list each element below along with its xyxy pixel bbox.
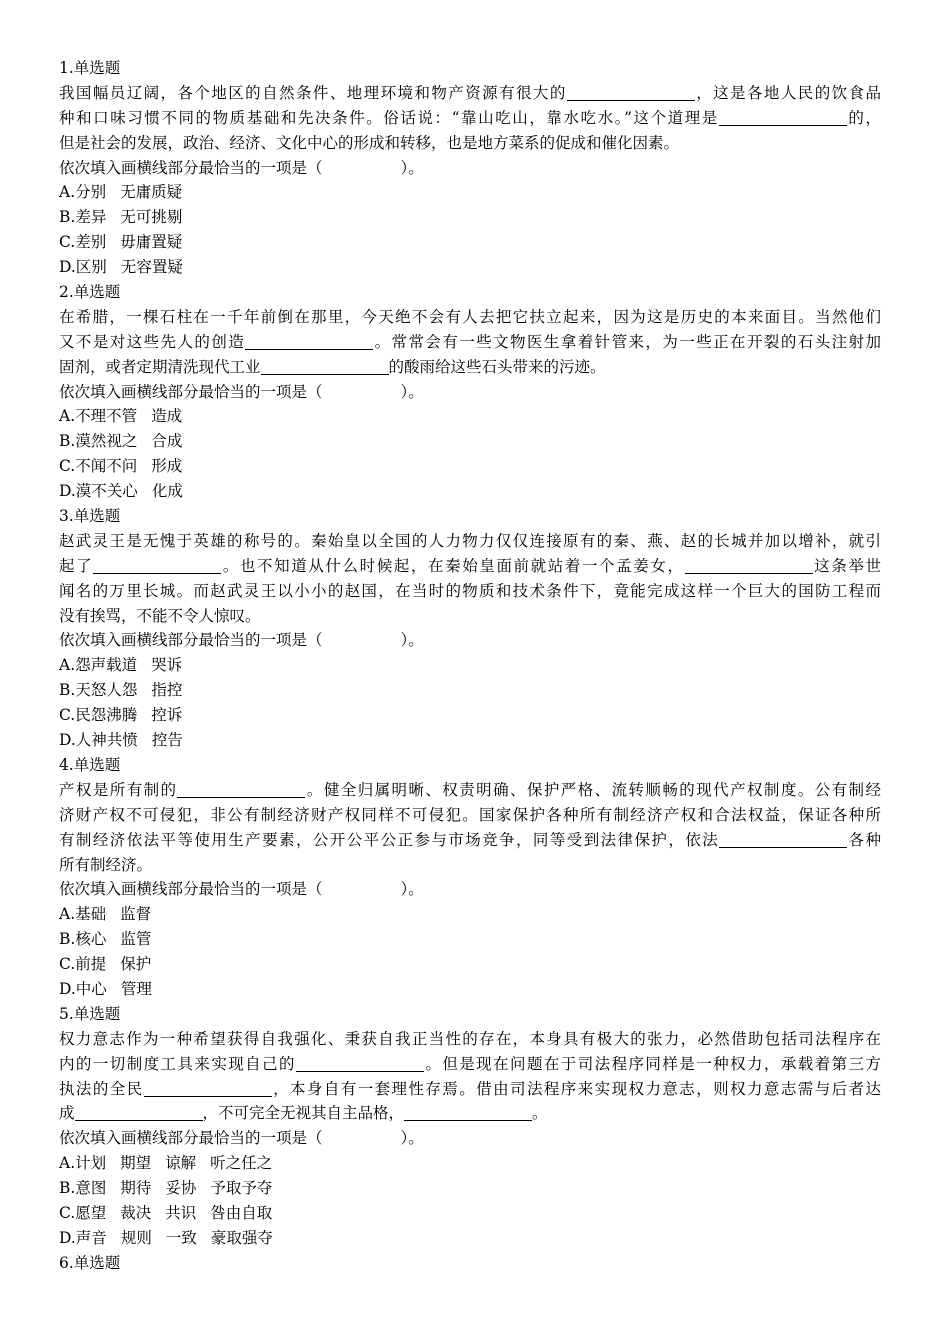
text-segment: 各种 xyxy=(847,830,881,849)
text-segment: 成 xyxy=(59,1104,75,1123)
question-header: 3.单选题 xyxy=(59,507,121,526)
option-word: 控诉 xyxy=(151,706,183,725)
question-text-line xyxy=(59,853,881,878)
text-segment: 。但是现在问题在于司法程序同样是一种权力，承载着第三方 xyxy=(423,1054,881,1073)
question-header: 6.单选题 xyxy=(59,1253,121,1272)
answer-option[interactable] xyxy=(59,902,881,927)
option-word: 谅解 xyxy=(165,1154,197,1173)
question-header: 5.单选题 xyxy=(59,1004,121,1023)
question-text-line xyxy=(59,305,881,330)
answer-blank xyxy=(261,357,389,375)
question-text-line xyxy=(59,355,881,380)
option-label: B.差异 xyxy=(59,208,107,227)
option-word: 保护 xyxy=(120,955,152,974)
option-word: 化成 xyxy=(151,482,183,501)
option-label: B.核心 xyxy=(59,930,107,949)
answer-option[interactable] xyxy=(59,1176,881,1201)
option-label: B.天怒人怨 xyxy=(59,681,138,700)
answer-blank xyxy=(75,1103,203,1121)
text-segment: 我国幅员辽阔，各个地区的自然条件、地理环境和物产资源有很大的 xyxy=(59,83,567,102)
option-word: 期望 xyxy=(120,1154,152,1173)
option-label: C.民怨沸腾 xyxy=(59,706,138,725)
question-prompt xyxy=(59,877,881,902)
question-block xyxy=(59,56,881,280)
prompt-text: 依次填入画横线部分最恰当的一项是（ xyxy=(59,1129,323,1148)
question-text-line xyxy=(59,131,881,156)
option-word: 规则 xyxy=(120,1228,152,1247)
text-segment: 所有制经济。 xyxy=(59,855,153,874)
option-word: 监督 xyxy=(120,905,152,924)
option-label: A.怨声载道 xyxy=(59,656,138,675)
text-segment: 但是社会的发展，政治、经济、文化中心的形成和转移，也是地方菜系的促成和催化因素。 xyxy=(59,133,680,152)
answer-blank xyxy=(144,1079,272,1097)
text-segment: 执法的全民 xyxy=(59,1079,144,1098)
question-text-line xyxy=(59,803,881,828)
question-text-line xyxy=(59,106,881,131)
answer-option[interactable] xyxy=(59,1201,881,1226)
option-label: C.前提 xyxy=(59,955,107,974)
question-prompt xyxy=(59,380,881,405)
option-word: 听之任之 xyxy=(210,1154,273,1173)
option-word: 一致 xyxy=(165,1228,197,1247)
text-segment: 。健全归属明晰、权责明确、保护严格、流转顺畅的现代产权制度。公有制经 xyxy=(305,780,881,799)
question-block xyxy=(59,753,881,1002)
question-text-line xyxy=(59,604,881,629)
option-word: 咎由自取 xyxy=(210,1203,273,1222)
text-segment: ，本身自有一套理性存焉。借由司法程序来实现权力意志，则权力意志需与后者达 xyxy=(271,1079,881,1098)
answer-option[interactable] xyxy=(59,952,881,977)
text-segment: 。常常会有一些文物医生拿着针管来，为一些正在开裂的石头注射加 xyxy=(373,332,881,351)
answer-option[interactable] xyxy=(59,429,881,454)
text-segment: 固剂，或者定期清洗现代工业 xyxy=(59,357,261,376)
answer-blank xyxy=(296,1054,424,1072)
question-prompt xyxy=(59,1126,881,1151)
answer-option[interactable] xyxy=(59,230,881,255)
exam-page xyxy=(59,56,881,1276)
option-label: D.漠不关心 xyxy=(59,482,138,501)
text-segment: 没有挨骂，不能不令人惊叹。 xyxy=(59,606,261,625)
answer-blank xyxy=(567,83,695,101)
question-header: 2.单选题 xyxy=(59,283,121,302)
option-word: 管理 xyxy=(120,979,152,998)
answer-option[interactable] xyxy=(59,977,881,1002)
text-segment: 。 xyxy=(532,1104,548,1123)
question-text-line xyxy=(59,554,881,579)
question-text-line xyxy=(59,1052,881,1077)
option-word: 裁决 xyxy=(120,1203,152,1222)
option-word: 监管 xyxy=(120,930,152,949)
answer-blank xyxy=(685,556,813,574)
prompt-text: 依次填入画横线部分最恰当的一项是（ xyxy=(59,880,323,899)
option-word: 予取予夺 xyxy=(210,1179,273,1198)
answer-blank xyxy=(404,1103,532,1121)
text-segment: 权力意志作为一种希望获得自我强化、秉获自我正当性的存在，本身具有极大的张力，必然借助包括司法程序在 xyxy=(59,1029,881,1048)
option-label: D.区别 xyxy=(59,258,107,277)
option-label: A.基础 xyxy=(59,905,107,924)
answer-blank xyxy=(177,780,305,798)
answer-option[interactable] xyxy=(59,205,881,230)
text-segment: 产权是所有制的 xyxy=(59,780,178,799)
text-segment: 种和口味习惯不同的物质基础和先决条件。俗话说：“靠山吃山，靠水吃水。”这个道理是 xyxy=(59,108,719,127)
prompt-text: 依次填入画横线部分最恰当的一项是（ xyxy=(59,631,323,650)
option-label: A.计划 xyxy=(59,1154,107,1173)
text-segment: 在希腊，一棵石柱在一千年前倒在那里，今天绝不会有人去把它扶立起来，因为这是历史的本来面目。当然他们 xyxy=(59,307,881,326)
option-word: 共识 xyxy=(165,1203,197,1222)
text-segment: 的， xyxy=(846,108,881,127)
text-segment: 闻名的万里长城。而赵武灵王以小小的赵国，在当时的物质和技术条件下，竟能完成这样一个巨大的国防工程而 xyxy=(59,581,881,600)
option-label: D.中心 xyxy=(59,979,107,998)
answer-option[interactable] xyxy=(59,404,881,429)
question-text-line xyxy=(59,1101,881,1126)
text-segment: 内的一切制度工具来实现自己的 xyxy=(59,1054,296,1073)
option-word: 造成 xyxy=(151,407,183,426)
text-segment: 赵武灵王是无愧于英雄的称号的。秦始皇以全国的人力物力仅仅连接原有的秦、燕、赵的长城并加以增补，就引 xyxy=(59,531,881,550)
answer-option[interactable] xyxy=(59,1226,881,1251)
option-label: A.分别 xyxy=(59,183,107,202)
option-word: 无可挑剔 xyxy=(120,208,183,227)
question-header: 4.单选题 xyxy=(59,755,121,774)
question-text-line xyxy=(59,1027,881,1052)
question-text-line xyxy=(59,81,881,106)
option-word: 无容置疑 xyxy=(120,258,183,277)
option-word: 期待 xyxy=(120,1179,152,1198)
prompt-text: 依次填入画横线部分最恰当的一项是（ xyxy=(59,158,323,177)
option-label: C.不闻不问 xyxy=(59,457,138,476)
option-word: 豪取强夺 xyxy=(210,1228,273,1247)
text-segment: 有制经济依法平等使用生产要素，公开公平公正参与市场竞争，同等受到法律保护，依法 xyxy=(59,830,720,849)
question-prompt xyxy=(59,156,881,181)
option-label: C.愿望 xyxy=(59,1203,107,1222)
option-word: 形成 xyxy=(151,457,183,476)
option-word: 控告 xyxy=(151,731,183,750)
answer-option[interactable] xyxy=(59,255,881,280)
answer-blank xyxy=(245,332,373,350)
answer-blank xyxy=(719,830,847,848)
text-segment: 起了 xyxy=(59,556,94,575)
question-block xyxy=(59,504,881,753)
prompt-close: ）。 xyxy=(400,382,424,401)
text-segment: 又不是对这些先人的创造 xyxy=(59,332,246,351)
answer-option[interactable] xyxy=(59,1151,881,1176)
text-segment: 的酸雨给这些石头带来的污迹。 xyxy=(388,357,606,376)
text-segment: 济财产权不可侵犯，非公有制经济财产权同样不可侵犯。国家保护各种所有制经济产权和合法权益，保证各种所 xyxy=(59,805,881,824)
option-label: C.差别 xyxy=(59,233,107,252)
question-text-line xyxy=(59,778,881,803)
option-label: D.声音 xyxy=(59,1228,107,1247)
option-label: B.意图 xyxy=(59,1179,107,1198)
answer-option[interactable] xyxy=(59,180,881,205)
option-word: 妥协 xyxy=(165,1179,197,1198)
answer-option[interactable] xyxy=(59,678,881,703)
question-header: 1.单选题 xyxy=(59,59,121,77)
question-block xyxy=(59,280,881,504)
text-segment: ，这是各地人民的饮食品 xyxy=(694,83,881,102)
prompt-close: ）。 xyxy=(400,880,424,899)
prompt-close: ）。 xyxy=(400,1129,424,1148)
text-segment: ，不可完全无视其自主品格， xyxy=(202,1104,405,1123)
option-label: B.漠然视之 xyxy=(59,432,138,451)
option-word: 毋庸置疑 xyxy=(120,233,183,252)
answer-option[interactable] xyxy=(59,479,881,504)
answer-option[interactable] xyxy=(59,703,881,728)
question-text-line xyxy=(59,579,881,604)
answer-blank xyxy=(93,556,221,574)
question-text-line xyxy=(59,330,881,355)
option-word: 哭诉 xyxy=(151,656,183,675)
text-segment: 。也不知道从什么时候起，在秦始皇面前就站着一个孟姜女， xyxy=(221,556,685,575)
question-text-line xyxy=(59,529,881,554)
option-label: D.人神共愤 xyxy=(59,731,138,750)
answer-option[interactable] xyxy=(59,653,881,678)
answer-option[interactable] xyxy=(59,728,881,753)
answer-option[interactable] xyxy=(59,454,881,479)
option-word: 无庸质疑 xyxy=(120,183,183,202)
prompt-text: 依次填入画横线部分最恰当的一项是（ xyxy=(59,382,323,401)
option-word: 合成 xyxy=(151,432,183,451)
option-word: 指控 xyxy=(151,681,183,700)
question-prompt xyxy=(59,628,881,653)
answer-blank xyxy=(719,108,847,126)
question-text-line xyxy=(59,1077,881,1102)
text-segment: 这条举世 xyxy=(812,556,881,575)
option-label: A.不理不管 xyxy=(59,407,138,426)
question-text-line xyxy=(59,828,881,853)
prompt-close: ）。 xyxy=(400,158,424,177)
answer-option[interactable] xyxy=(59,927,881,952)
prompt-close: ）。 xyxy=(400,631,424,650)
question-block xyxy=(59,1002,881,1251)
